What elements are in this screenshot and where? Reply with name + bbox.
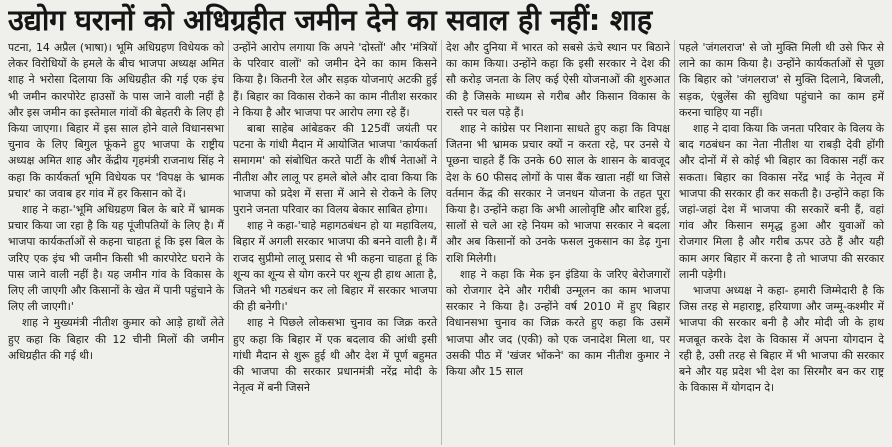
paragraph: शाह ने कहा-'चाहे महागठबंधन हो या महाविलय, बिहार में अगली सरकार भाजपा की बनने वाली है। मैं राजद सुप्रीमो लालू प्रसाद से भी कहना चाहता हूं कि शून्य का शून्य से योग करने पर शून्य ही हाथ आता है, जितने भी गठबंधन कर लो बिहार में सरकार भाजपा की ही बनेगी।' (233, 219, 437, 314)
paragraph: उन्होंने आरोप लगाया कि अपने 'दोस्तों' और 'मंत्रियों के परिवार वालों' को जमीन देने का काम किसने किया है। कितनी रेल और सड़क योजनाएं अटकी हुई हैं। बिहार का विकास रोकने का काम नीतीश सरकार ने किया है और भाजपा पर आरोप लगा रहे हैं। (233, 41, 437, 119)
paragraph: शाह ने कहा कि मेक इन इंडिया के जरिए बेरोजगारों को रोजगार देने और गरीबी उन्मूलन का काम भाजपा सरकार ने किया है। उन्होंने वर्ष 2010 में हुए बिहार विधानसभा चुनाव का जिक्र करते हुए कहा कि उसमें भाजपा और जद (एकी) को एक जनादेश मिला था, पर उसकी पीठ में 'खंजर भोंकने' का काम नीतीश कुमार ने किया और 15 साल (446, 267, 670, 379)
column-3 (441, 40, 674, 445)
column-1 (4, 40, 228, 445)
paragraph: शाह ने पिछले लोकसभा चुनाव का जिक्र करते हुए कहा कि बिहार में एक बदलाव की आंधी इसी गांधी मैदान से शुरू हुई थी और देश में पूर्ण बहुमत की भाजपा की सरकार प्रधानमंत्री नरेंद्र मोदी के नेतृत्व में बनी जिसने (233, 316, 437, 395)
paragraph: शाह ने कांग्रेस पर निशाना साधते हुए कहा कि विपक्ष जितना भी भ्रामक प्रचार क्यों न करता रहे, पर उनसे ये पूछना चाहते हैं कि उनके 60 साल के शासन के बावजूद देश के 60 फीसद लोगों के पास बैंक खाता नहीं था जिसे वर्तमान केंद्र की सरकार ने जनधन योजना के तहत पूरा किया है। उन्होंने कहा कि अभी आलोवृष्टि और बारिश हुई, सालों से चले आ रहे नियम को भाजपा सरकार ने बदला और अब किसानों को उनके फसल नुकसान का डेढ़ गुना राशि मिलेगी। (446, 122, 670, 265)
paragraph: भाजपा अध्यक्ष ने कहा- हमारी जिम्मेदारी है कि जिस तरह से महाराष्ट्र, हरियाणा और जम्मू-कश्मीर में भाजपा की सरकार बनी है और मोदी जी के हाथ मजबूत करके देश के विकास में अपना योगदान दे रही है, उसी तरह से बिहार में भी भाजपा की सरकार बने और यह प्रदेश भी देश का सिरमौर बन कर राष्ट्र के विकास में योगदान दे। (679, 284, 884, 395)
paragraph: पटना, 14 अप्रैल (भाषा)। भूमि अधिग्रहण विधेयक को लेकर विरोधियों के हमले के बीच भाजपा अध्यक्ष अमित शाह ने भरोसा दिलाया कि अधिग्रहीत की गई एक इंच भी जमीन कारपोरेट हाउसों के पास जाने वाली नहीं है और इस जमीन का इस्तेमाल गांवों की बेहतरी के लिए ही किया जाएगा। बिहार में इस साल होने वाले विधानसभा चुनाव के लिए बिगुल फूंकने हुए भाजपा के राष्ट्रीय अध्यक्ष अमित शाह और केंद्रीय गृहमंत्री राजनाथ सिंह ने कहा कि कार्यकर्ता भूमि विधेयक पर 'विपक्ष के भ्रामक प्रचार' का जवाब हर गांव में हर किसान को दें। (8, 41, 224, 200)
headline: उद्योग घरानों को अधिग्रहीत जमीन देने का सवाल ही नहीं: शाह (8, 3, 652, 37)
column-2 (228, 40, 441, 445)
paragraph: शाह ने दावा किया कि जनता परिवार के विलय के बाद गठबंधन का नेता नीतीश या राबड़ी देवी होंगी और दोनों में से कोई भी बिहार का विकास नहीं कर सकता। बिहार का विकास नरेंद्र भाई के नेतृत्व में भाजपा की सरकार ही कर सकती है। उन्होंने कहा कि जहां-जहां देश में भाजपा की सरकारें बनी हैं, वहां गांव और किसान समृद्ध हुआ और युवाओं को रोजगार मिला है और गरीब ऊपर उठे हैं और यही काम अगर बिहार में करना है तो भाजपा की सरकार लानी पड़ेगी। (679, 122, 884, 281)
paragraph: बाबा साहेब आंबेडकर की 125वीं जयंती पर पटना के गांधी मैदान में आयोजित भाजपा 'कार्यकर्ता समागम' को संबोधित करते पार्टी के शीर्ष नेताओं ने नीतीश और लालू पर हमले बोले और दावा किया कि भाजपा को प्रदेश में सत्ता में आने से रोकने के लिए पुराने जनता परिवार का विलय बेकार साबित होगा। (233, 122, 437, 217)
paragraph: देश और दुनिया में भारत को सबसे ऊंचे स्थान पर बिठाने का काम किया। उन्होंने कहा कि इसी सरकार ने देश की सौ करोड़ जनता के लिए कई ऐसी योजनाओं की शुरुआत की है जिसके माध्यम से गरीब और किसान विकास के रास्ते पर चल पड़े हैं। (446, 41, 670, 119)
paragraph: शाह ने मुख्यमंत्री नीतीश कुमार को आड़े हाथों लेते हुए कहा कि बिहार की 12 चीनी मिलों की जमीन अधिग्रहीत की गई थी। (8, 316, 224, 362)
column-4 (674, 40, 888, 445)
paragraph: पहले 'जंगलराज' से जो मुक्ति मिली थी उसे फिर से लाने का काम किया है। उन्होंने कार्यकर्ताओं से पूछा कि बिहार को 'जंगलराज' से मुक्ति दिलाने, बिजली, सड़क, एंबुलेंस की सुविधा पहुंचाने का काम हमें करना चाहिए या नहीं। (679, 41, 884, 119)
article-body (4, 40, 888, 445)
paragraph: शाह ने कहा-'भूमि अधिग्रहण बिल के बारे में भ्रामक प्रचार किया जा रहा है कि यह पूंजीपतियों के लिए है। मैं भाजपा कार्यकर्ताओं से कहना चाहता हूं कि इस बिल के जरिए एक इंच भी जमीन किसी भी कारपोरेट घराने के पास जाने वाली नहीं है। यह जमीन गांव के विकास के लिए ली जाएगी और किसानों के खेत में पानी पहुंचाने के लिए ली जाएगी।' (8, 203, 224, 314)
